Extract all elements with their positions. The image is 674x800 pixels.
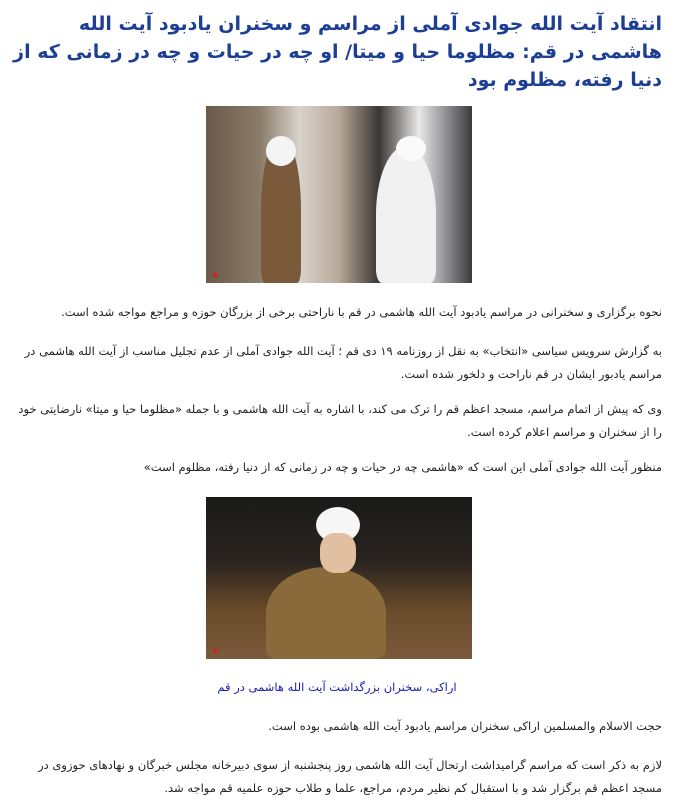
paragraph: حجت الاسلام والمسلمین اراکی سخنران مراسم یادبود آیت الله هاشمی بوده است. <box>268 719 662 733</box>
paragraph: منظور آیت الله جوادی آملی این است که «هاشمی چه در حیات و چه در زمانی که از دنیا رفته، مظلوم است» <box>143 460 662 474</box>
paragraph: لازم به ذکر است که مراسم گرامیداشت ارتحال آیت الله هاشمی روز پنجشنبه از سوی دبیرخانه مجلس خبرگان و نهادهای حوزوی در مسجد اعظم قم برگزار شد و با استقبال کم نظیر مردم، مراجع، علما و طلاب حوزه علمیه قم مواجه شد. <box>38 758 662 795</box>
article-photo-speaker <box>206 497 472 659</box>
paragraph: به گزارش سرویس سیاسی «انتخاب» به نقل از روزنامه ۱۹ دی قم ؛ آیت الله جوادی آملی از عدم تجلیل مناسب از آیت الله هاشمی در مراسم یادبور ایشان در قم ناراحت و دلخور شده است. <box>24 344 662 381</box>
photo-watermark-logo: ◆ <box>212 646 219 655</box>
paragraph: وی که پیش از اتمام مراسم، مسجد اعظم قم را ترک می کند، با اشاره به آیت الله هاشمی و با جمله «مظلوما حیا و میتا» نارضایتی خود را از سخنران و مراسم اعلام کرده است. <box>18 402 662 439</box>
article-title: انتقاد آیت الله جوادی آملی از مراسم و سخنران یادبود آیت الله هاشمی در قم: مظلوما حیا و میتا/ او چه در حیات و چه در زمانی که از دنیا رفته، مظلوم بود <box>13 13 662 91</box>
paragraph: نحوه برگزاری و سخنرانی در مراسم یادبود آیت الله هاشمی در قم با ناراحتی برخی از بزرگان حوزه و مراجع مواجه شده است. <box>61 305 662 319</box>
article-photo-clerics <box>206 106 472 283</box>
photo-watermark-logo: ◆ <box>212 270 219 279</box>
photo-caption: اراکی، سخنران بزرگداشت آیت الله هاشمی در قم <box>217 680 457 694</box>
